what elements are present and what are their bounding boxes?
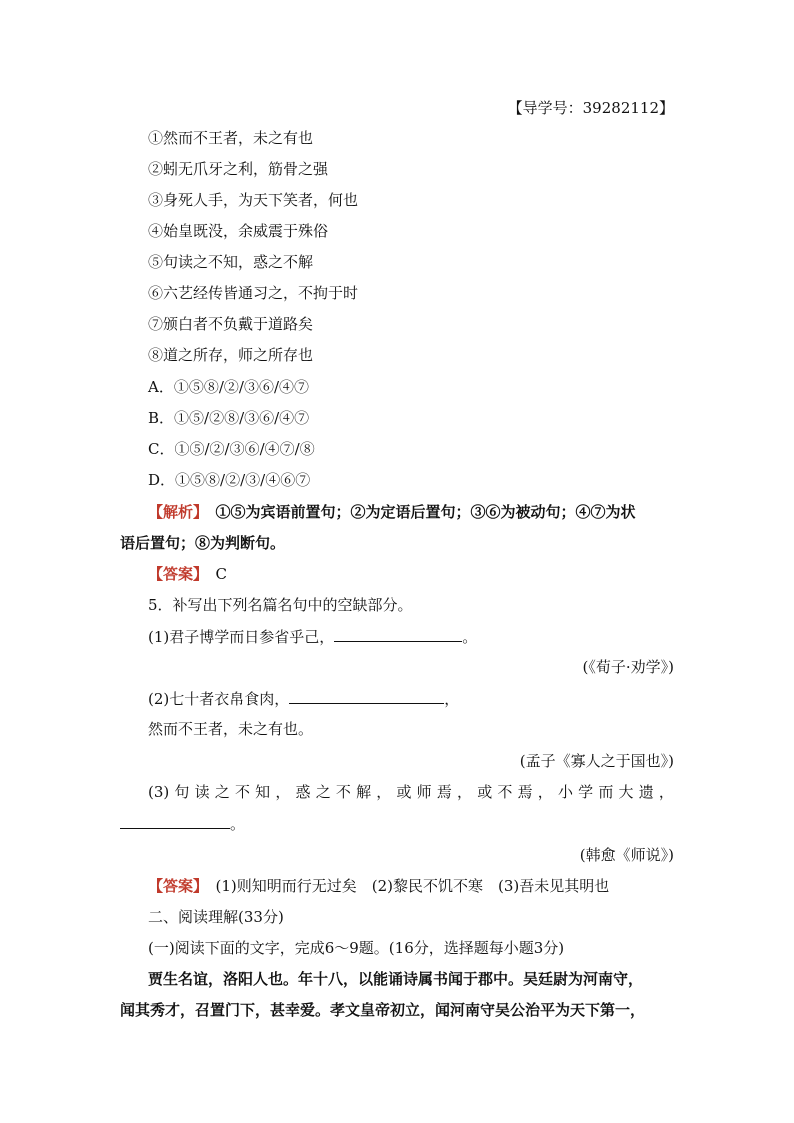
q5-item-3-end: 。 <box>230 815 246 833</box>
q5-item-2-cont: 然而不王者，未之有也。 <box>148 720 314 738</box>
analysis-line-1 <box>148 502 636 522</box>
q5-item-3-char: 大 <box>618 783 634 801</box>
passage-line-2: 闻其秀才，召置门下，甚幸爱。孝文皇帝初立，闻河南守吴公治平为天下第一， <box>120 1001 646 1019</box>
q5-item-3-char: ， <box>537 783 553 801</box>
q5-answer-tag: 【答案】 <box>148 877 201 895</box>
sentence-1: ①然而不王者，未之有也 <box>148 129 314 147</box>
answer-tag: 【答案】 <box>148 565 201 583</box>
q5-item-3-char: 知 <box>255 783 271 801</box>
sentence-3: ③身死人手，为天下笑者，何也 <box>148 191 359 209</box>
q5-item-2-end: ， <box>444 690 460 708</box>
q5-item-3-char: ， <box>457 783 473 801</box>
q5-item-3-char: ， <box>658 783 674 801</box>
passage-line-1: 贾生名谊，洛阳人也。年十八，以能诵诗属书闻于郡中。吴廷尉为河南守， <box>148 970 644 988</box>
sentence-2: ②蚓无爪牙之利，筋骨之强 <box>148 160 329 178</box>
q5-item-3-char: 焉 <box>517 783 533 801</box>
q5-item-3-char: 不 <box>335 783 351 801</box>
q5-item-1-end: 。 <box>462 628 478 646</box>
fill-blank-1[interactable] <box>334 627 462 642</box>
section-2-title: 二、阅读理解(33分) <box>148 908 284 926</box>
q5-item-3-char: 或 <box>396 783 412 801</box>
fill-blank-2[interactable] <box>289 689 444 704</box>
q5-item-3 <box>148 782 674 802</box>
q5-item-2-text: (2)七十者衣帛食肉， <box>148 690 290 708</box>
q5-answer-text: (1)则知明而行无过矣 (2)黎民不饥不寒 (3)吾未见其明也 <box>215 877 610 895</box>
q4-answer <box>148 564 227 584</box>
option-a: A．①⑤⑧/②/③⑥/④⑦ <box>148 378 309 396</box>
q5-item-3-source: (韩愈《师说》) <box>579 846 674 864</box>
option-d: D．①⑤⑧/②/③/④⑥⑦ <box>148 471 311 489</box>
q5-item-3-char: 学 <box>578 783 594 801</box>
q5-item-3-blank-line <box>120 814 245 834</box>
sentence-6: ⑥六艺经传皆通习之，不拘于时 <box>148 284 359 302</box>
q5-item-1 <box>148 627 477 647</box>
sentence-4: ④始皇既没，余威震于殊俗 <box>148 222 329 240</box>
q5-item-3-char: 读 <box>194 783 210 801</box>
sentence-8: ⑧道之所存，师之所存也 <box>148 346 314 364</box>
sentence-5: ⑤句读之不知，惑之不解 <box>148 253 314 271</box>
analysis-text-1: ①⑤为宾语前置句；②为定语后置句；③⑥为被动句；④⑦为状 <box>215 503 636 521</box>
q5-item-3-char: 师 <box>416 783 432 801</box>
q5-item-3-char: 遗 <box>638 783 654 801</box>
analysis-tag: 【解析】 <box>148 503 201 521</box>
section-2-subtitle: (一)阅读下面的文字，完成6～9题。(16分，选择题每小题3分) <box>148 939 565 957</box>
q5-answer <box>148 876 609 896</box>
q5-item-3-char: 解 <box>356 783 372 801</box>
q5-item-2 <box>148 689 459 709</box>
option-b: B．①⑤/②⑧/③⑥/④⑦ <box>148 409 310 427</box>
analysis-line-2: 语后置句；⑧为判断句。 <box>120 534 286 552</box>
q5-item-3-char: 不 <box>497 783 513 801</box>
q5-item-3-char: 句 <box>174 783 190 801</box>
q5-item-2-source: (孟子《寡人之于国也》) <box>519 752 674 770</box>
q5-item-3-char: 而 <box>598 783 614 801</box>
fill-blank-3[interactable] <box>120 814 230 829</box>
q5-item-3-char: 之 <box>315 783 331 801</box>
q5-item-3-char: ， <box>376 783 392 801</box>
q5-item-3-char: 不 <box>234 783 250 801</box>
q5-item-3-char: 惑 <box>295 783 311 801</box>
q5-item-1-source: (《荀子·劝学》) <box>582 658 674 676</box>
q5-item-3-char: ， <box>275 783 291 801</box>
q5-title: 5．补写出下列名篇名句中的空缺部分。 <box>148 596 413 614</box>
doc-number: 【导学号：39282112】 <box>507 99 674 117</box>
q5-item-3-char: 或 <box>477 783 493 801</box>
option-c: C．①⑤/②/③⑥/④⑦/⑧ <box>148 440 315 458</box>
q5-item-3-char: 焉 <box>436 783 452 801</box>
q5-item-1-text: (1)君子博学而日参省乎己， <box>148 628 335 646</box>
q5-item-3-char: (3) <box>148 783 170 801</box>
sentence-7: ⑦颁白者不负戴于道路矣 <box>148 315 314 333</box>
answer-value: C <box>215 565 228 583</box>
q5-item-3-char: 小 <box>557 783 573 801</box>
q5-item-3-char: 之 <box>214 783 230 801</box>
